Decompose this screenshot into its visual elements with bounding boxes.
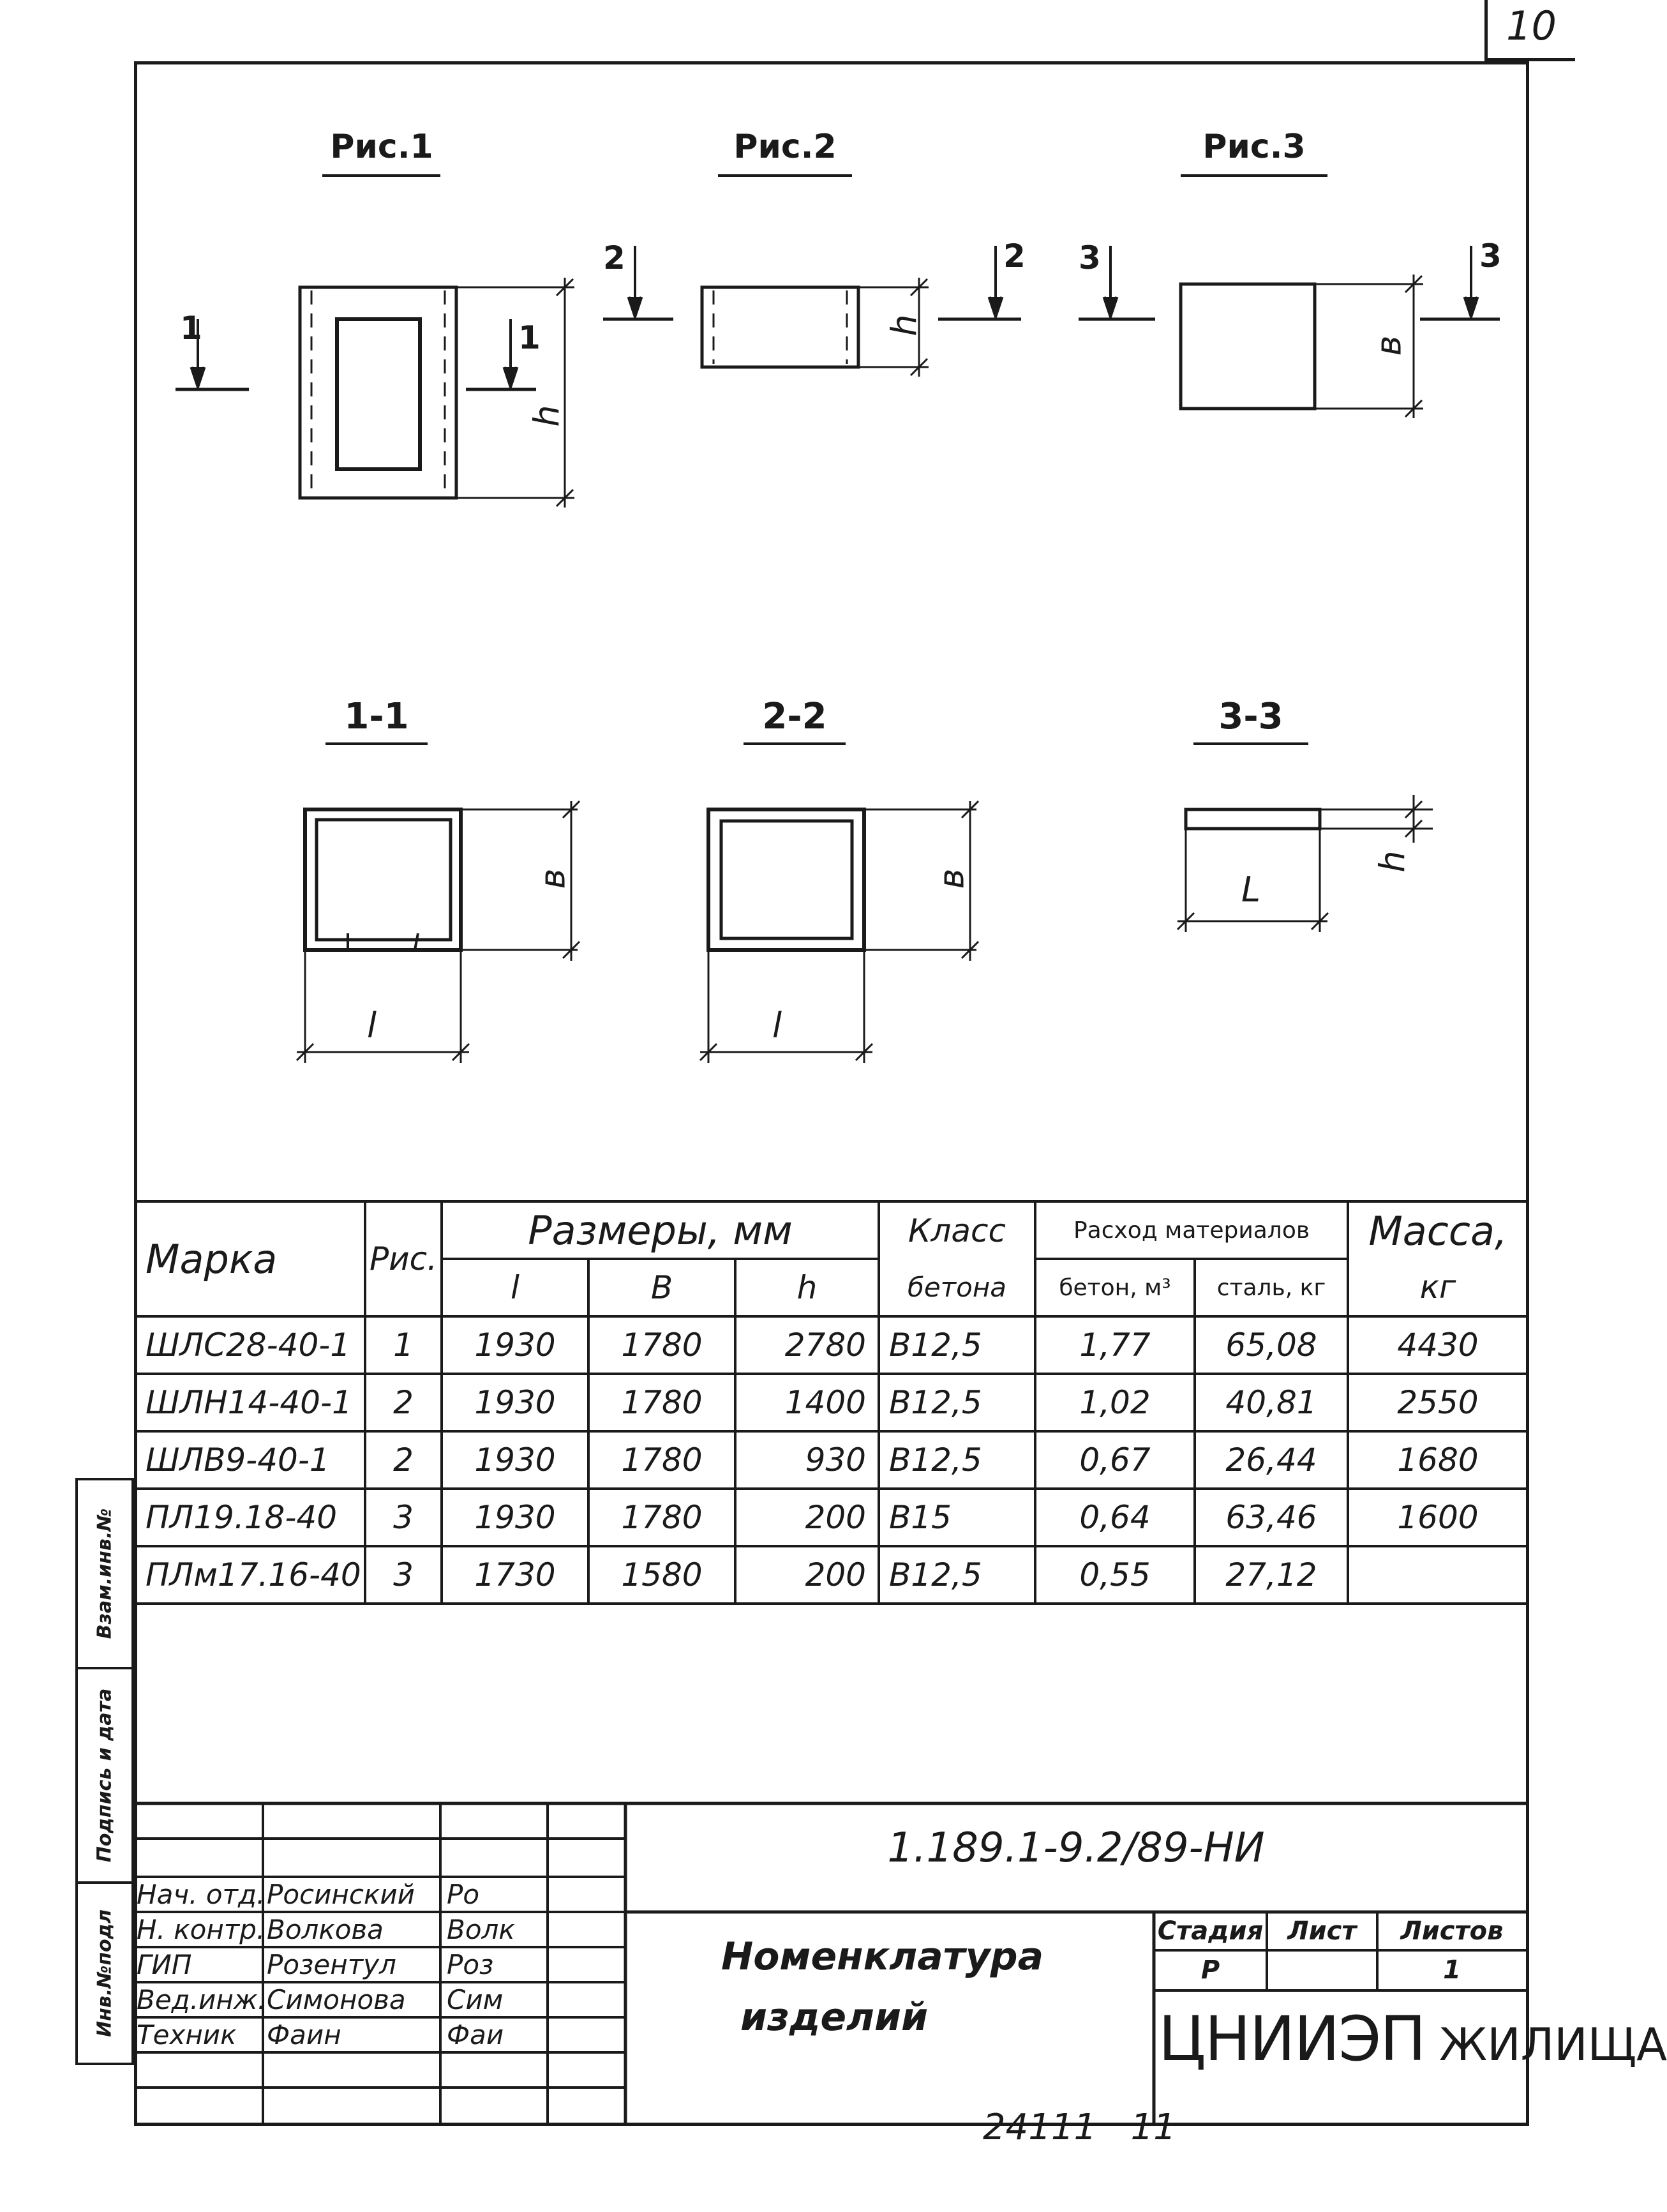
sheet-number: 10 xyxy=(1506,3,1557,49)
cell-mark: ШЛН14-40-1 xyxy=(135,1374,365,1431)
staff-role: ГИП xyxy=(137,1949,192,1980)
cell-steel: 27,12 xyxy=(1195,1546,1348,1604)
staff-name: Розентул xyxy=(267,1949,396,1980)
side-stamp-label: Инв.№подл xyxy=(93,1909,116,2037)
cell-mark: ШЛВ9-40-1 xyxy=(135,1431,365,1489)
section-1-1-title: 1-1 xyxy=(344,696,409,737)
cell-steel: 63,46 xyxy=(1195,1489,1348,1546)
cell-fig: 3 xyxy=(365,1546,442,1604)
dim-label-l: l xyxy=(367,1005,377,1046)
cell-concrete: 0,67 xyxy=(1035,1431,1195,1489)
cut-mark-label: 2 xyxy=(1003,237,1026,275)
stage-value: Р xyxy=(1200,1955,1220,1985)
staff-name: Фаин xyxy=(267,2019,341,2050)
staff-signature: Ро xyxy=(447,1879,480,1910)
cell-h: 1400 xyxy=(735,1374,879,1431)
cell-b: 1780 xyxy=(588,1316,735,1374)
section-3-3-title: 3-3 xyxy=(1218,696,1283,737)
header-l: l xyxy=(442,1259,588,1316)
cell-class: В12,5 xyxy=(879,1546,1035,1604)
cell-steel: 40,81 xyxy=(1195,1374,1348,1431)
cut-mark-label: 3 xyxy=(1479,237,1502,275)
figure-1-title: Рис.1 xyxy=(330,128,433,166)
document-title-line-1: Номенклатура xyxy=(721,1934,1044,1979)
cell-fig: 2 xyxy=(365,1374,442,1431)
section-2-2-title: 2-2 xyxy=(762,696,827,737)
cell-l: 1930 xyxy=(442,1316,588,1374)
dim-label-l: L xyxy=(1241,869,1261,910)
cell-h: 200 xyxy=(735,1489,879,1546)
cell-class: В12,5 xyxy=(879,1316,1035,1374)
header-steel: сталь, кг xyxy=(1195,1259,1348,1316)
organization-sub: ЖИЛИЩА xyxy=(1439,2019,1667,2071)
dim-label-h: h xyxy=(527,405,567,427)
cell-concrete: 0,55 xyxy=(1035,1546,1195,1604)
dim-label-l: l xyxy=(772,1005,782,1046)
cell-fig: 2 xyxy=(365,1431,442,1489)
cell-b: 1580 xyxy=(588,1546,735,1604)
cut-mark-label: 2 xyxy=(603,239,625,276)
cell-h: 200 xyxy=(735,1546,879,1604)
header-mass-top: Масса, xyxy=(1348,1201,1528,1259)
staff-role: Н. контр. xyxy=(137,1914,265,1945)
cut-mark-label: 1 xyxy=(518,319,541,356)
organization-name xyxy=(1158,2003,1667,2075)
cell-steel: 26,44 xyxy=(1195,1431,1348,1489)
header-concrete: бетон, м³ xyxy=(1035,1259,1195,1316)
cell-mark: ШЛС28-40-1 xyxy=(135,1316,365,1374)
cell-l: 1730 xyxy=(442,1546,588,1604)
header-fig: Рис. xyxy=(365,1201,442,1316)
staff-signature: Волк xyxy=(447,1914,515,1945)
cut-mark-label: 1 xyxy=(180,310,202,347)
cell-l: 1930 xyxy=(442,1489,588,1546)
cell-mark: ПЛм17.16-40 xyxy=(135,1546,365,1604)
header-sizes: Размеры, мм xyxy=(442,1201,879,1259)
staff-role: Нач. отд. xyxy=(137,1879,265,1910)
organization-main: ЦНИИЭП xyxy=(1158,2003,1425,2075)
staff-name: Волкова xyxy=(267,1914,384,1945)
header-class-bottom: бетона xyxy=(879,1259,1035,1316)
document-title-line-2: изделий xyxy=(740,1995,929,2040)
sheets-label: Листов xyxy=(1400,1916,1504,1946)
dim-label-b: в xyxy=(532,868,573,889)
side-stamp-label: Взам.инв.№ xyxy=(93,1508,116,1639)
cell-l: 1930 xyxy=(442,1374,588,1431)
cell-h: 930 xyxy=(735,1431,879,1489)
cell-l: 1930 xyxy=(442,1431,588,1489)
dim-label-h: h xyxy=(884,314,925,336)
cell-mark: ПЛ19.18-40 xyxy=(135,1489,365,1546)
document-code: 1.189.1-9.2/89-НИ xyxy=(887,1825,1265,1872)
cell-b: 1780 xyxy=(588,1431,735,1489)
cell-mass: 1680 xyxy=(1348,1431,1528,1489)
cell-fig: 1 xyxy=(365,1316,442,1374)
dim-label-h: h xyxy=(1372,850,1413,873)
archive-number: 24111 11 xyxy=(983,2107,1176,2148)
header-mass-bottom: кг xyxy=(1348,1259,1528,1316)
staff-name: Росинский xyxy=(267,1879,415,1910)
header-consumption: Расход материалов xyxy=(1035,1201,1348,1259)
cell-h: 2780 xyxy=(735,1316,879,1374)
dim-label-b: в xyxy=(931,868,972,889)
cell-b: 1780 xyxy=(588,1374,735,1431)
dim-label-b: в xyxy=(1368,335,1409,356)
sheet-label: Лист xyxy=(1287,1916,1357,1946)
sheets-value: 1 xyxy=(1443,1955,1461,1985)
header-h: h xyxy=(735,1259,879,1316)
header-class-top: Класс xyxy=(879,1201,1035,1259)
cell-concrete: 0,64 xyxy=(1035,1489,1195,1546)
staff-signature: Сим xyxy=(447,1984,504,2015)
cell-steel: 65,08 xyxy=(1195,1316,1348,1374)
header-b: В xyxy=(588,1259,735,1316)
header-mark: Марка xyxy=(135,1201,365,1316)
side-stamp-label: Подпись и дата xyxy=(93,1688,116,1863)
cell-concrete: 1,02 xyxy=(1035,1374,1195,1431)
cell-mass: 2550 xyxy=(1348,1374,1528,1431)
cell-mass: 4430 xyxy=(1348,1316,1528,1374)
cell-class: В15 xyxy=(879,1489,1035,1546)
staff-name: Симонова xyxy=(267,1984,406,2015)
cell-concrete: 1,77 xyxy=(1035,1316,1195,1374)
staff-signature: Фаи xyxy=(447,2019,504,2050)
staff-role: Техник xyxy=(137,2019,237,2050)
cell-b: 1780 xyxy=(588,1489,735,1546)
cell-class: В12,5 xyxy=(879,1431,1035,1489)
cell-class: В12,5 xyxy=(879,1374,1035,1431)
stage-label: Стадия xyxy=(1157,1916,1264,1946)
staff-role: Вед.инж. xyxy=(137,1984,266,2015)
cell-fig: 3 xyxy=(365,1489,442,1546)
figure-3-title: Рис.3 xyxy=(1202,128,1306,166)
figure-2-title: Рис.2 xyxy=(733,128,837,166)
cut-mark-label: 3 xyxy=(1079,239,1101,276)
cell-mass: 1600 xyxy=(1348,1489,1528,1546)
staff-signature: Роз xyxy=(447,1949,494,1980)
